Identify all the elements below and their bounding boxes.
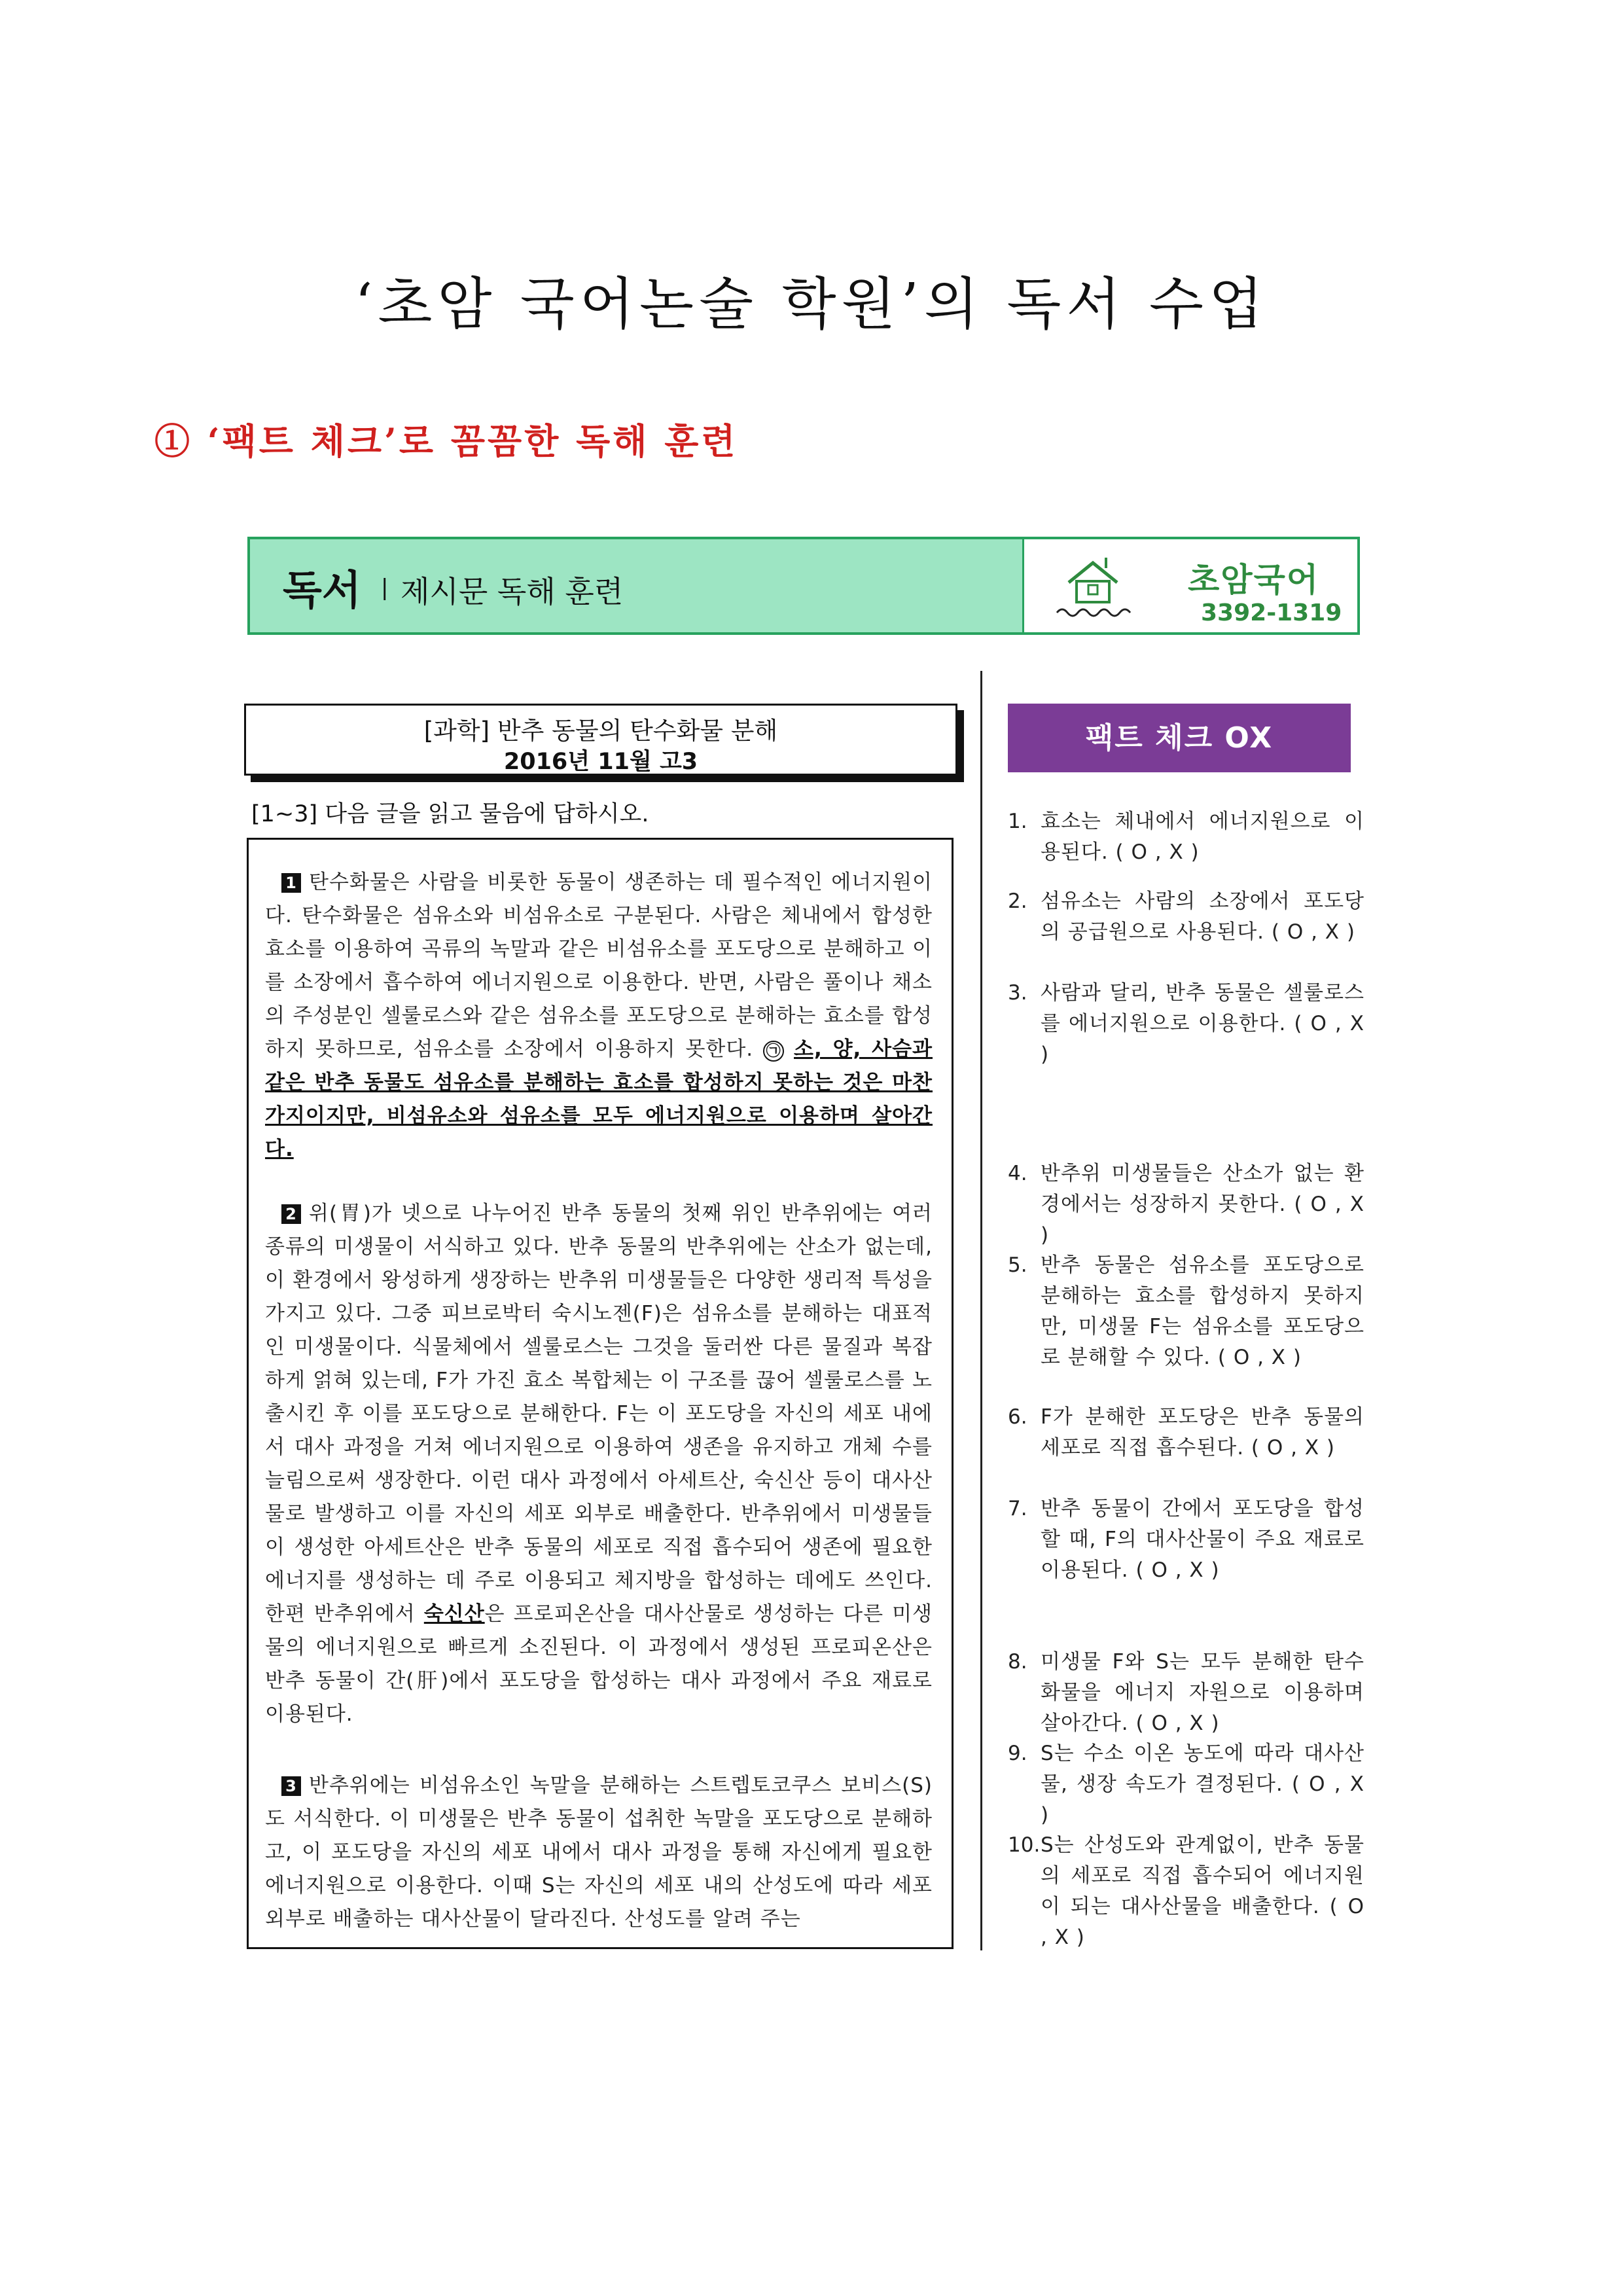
fact-check-item	[1008, 886, 1364, 948]
paragraph-text: 위(胃)가 넷으로 나누어진 반추 동물의 첫째 위인 반추위에는 여러 종류의 미생물이 서식하고 있다. 반추 동물의 반추위에는 산소가 없는데, 이 환경에서 왕성하게 생장하는 반추위 미생물들은 다양한 생리적 특성을 가지고 있다. 그중 피브로박터 숙시노젠(F)은 섬유소를 분해하는 대표적인 미생물이다. 식물체에서 셀룰로스는 그것을 둘러싼 다른 물질과 복잡하게 얽혀 있는데, F가 가진 효소 복합체는 이 구조를 끊어 셀룰로스를 노출시킨 후 이를 포도당으로 분해한다. F는 이 포도당을 자신의 세포 내에서 대사 과정을 거쳐 에너지원으로 이용하여 생존을 유지하고 개체 수를 늘림으로써 생장한다. 이런 대사 과정에서 아세트산, 숙신산 등이 대사산물로 발생하고 이를 자신의 세포 외부로 배출한다. 반추위에서 미생물들이 생성한 아세트산은 반추 동물의 세포로 직접 흡수되어 생존에 필요한 에너지를 생성하는 데 주로 이용되고 체지방을 합성하는 데에도 쓰인다. 한편 반추위에서	[265, 1202, 933, 1626]
fact-check-item	[1008, 1830, 1364, 1953]
item-number: 2.	[1008, 889, 1027, 913]
item-text: S는 수소 이온 농도에 따라 대사산물, 생장 속도가 결정된다. ( O , X )	[1041, 1742, 1364, 1827]
banner-subtitle: 제시문 독해 훈련	[401, 574, 624, 609]
document-title: ‘초암 국어논술 학원’의 독서 수업	[354, 272, 1268, 337]
worksheet-banner	[247, 537, 1360, 635]
section-heading: ① ‘팩트 체크’로 꼼꼼한 독해 훈련	[154, 420, 738, 462]
fact-check-item	[1008, 1738, 1364, 1831]
item-number: 3.	[1008, 981, 1027, 1005]
passage-box	[247, 838, 954, 1949]
underline-mark-circle: ㉠	[763, 1041, 784, 1062]
item-number: 9.	[1008, 1742, 1027, 1765]
item-number: 6.	[1008, 1405, 1027, 1429]
banner-brand-area	[1022, 539, 1357, 632]
fact-check-item	[1008, 1402, 1364, 1463]
brand-name: 초암국어	[1188, 561, 1320, 599]
item-number: 7.	[1008, 1497, 1027, 1520]
paragraph-number: 2	[281, 1204, 301, 1224]
house-logo-icon	[1044, 548, 1142, 624]
passage-title-box	[244, 704, 957, 776]
item-text: 반추 동물이 간에서 포도당을 합성할 때, F의 대사산물이 주요 재료로 이용된다. ( O , X )	[1041, 1497, 1364, 1582]
paragraph-1	[265, 866, 933, 1166]
item-text: 섬유소는 사람의 소장에서 포도당의 공급원으로 사용된다. ( O , X )	[1041, 889, 1364, 944]
emphasized-sentence: 소, 양, 사슴과 같은 반추 동물도 섬유소를 분해하는 효소를 합성하지 못하는 것은 마찬가지이지만, 비섬유소와 섬유소를 모두 에너지원으로 이용하며 살아간다.	[265, 1037, 933, 1161]
item-number: 10.	[1008, 1833, 1041, 1857]
fact-check-item	[1008, 978, 1364, 1070]
item-text: 반추 동물은 섬유소를 포도당으로 분해하는 효소를 합성하지 못하지만, 미생물 F는 섬유소를 포도당으로 분해할 수 있다. ( O , X )	[1041, 1253, 1364, 1369]
fact-check-item	[1008, 1250, 1364, 1373]
item-text: 사람과 달리, 반추 동물은 셀룰로스를 에너지원으로 이용한다. ( O , X )	[1041, 981, 1364, 1066]
paragraph-text: 반추위에는 비섬유소인 녹말을 분해하는 스트렙토코쿠스 보비스(S)도 서식한다. 이 미생물은 반추 동물이 섭취한 녹말을 포도당으로 분해하고, 이 포도당을 자신의 세포 내에서 대사 과정을 통해 자신에게 필요한 에너지원으로 이용한다. 이때 S는 자신의 세포 내의 산성도에 따라 세포 외부로 배출하는 대사산물이 달라진다. 산성도를 알려 주는	[265, 1774, 933, 1931]
fact-check-item	[1008, 1647, 1364, 1739]
passage-instruction: [1~3] 다음 글을 읽고 물음에 답하시오.	[251, 801, 649, 827]
item-text: F가 분해한 포도당은 반추 동물의 세포로 직접 흡수된다. ( O , X )	[1041, 1405, 1364, 1460]
underlined-term: 숙신산	[423, 1602, 485, 1626]
paragraph-number: 3	[281, 1776, 301, 1796]
paragraph-2	[265, 1197, 933, 1731]
banner-title-area	[250, 539, 1022, 632]
fact-check-item	[1008, 1158, 1364, 1251]
paragraph-3	[265, 1769, 933, 1936]
brand-phone: 3392-1319	[1201, 600, 1342, 626]
fact-check-item	[1008, 1494, 1364, 1586]
item-text: S는 산성도와 관계없이, 반추 동물의 세포로 직접 흡수되어 에너지원이 되는 대사산물을 배출한다. ( O , X )	[1041, 1833, 1364, 1949]
passage-source: 2016년 11월 고3	[503, 749, 698, 775]
item-number: 8.	[1008, 1650, 1027, 1674]
fact-check-header: 팩트 체크 OX	[1008, 704, 1351, 772]
banner-separator: |	[381, 575, 389, 601]
banner-main-title: 독서	[283, 566, 361, 614]
item-number: 4.	[1008, 1162, 1027, 1185]
paragraph-text-continued: 은 프로피온산을 대사산물로 생성하는 다른 미생물의 에너지원으로 빠르게 소진된다. 이 과정에서 생성된 프로피온산은 반추 동물이 간(肝)에서 포도당을 합성하는 대사 과정에서 주요 재료로 이용된다.	[265, 1602, 933, 1726]
item-number: 1.	[1008, 810, 1027, 833]
paragraph-number: 1	[281, 873, 301, 893]
item-number: 5.	[1008, 1253, 1027, 1277]
item-text: 반추위 미생물들은 산소가 없는 환경에서는 성장하지 못한다. ( O , X )	[1041, 1162, 1364, 1247]
column-divider	[980, 671, 982, 1950]
paragraph-text: 탄수화물은 사람을 비롯한 동물이 생존하는 데 필수적인 에너지원이다. 탄수화물은 섬유소와 비섬유소로 구분된다. 사람은 체내에서 합성한 효소를 이용하여 곡류의 녹말과 같은 비섬유소를 포도당으로 분해하고 이를 소장에서 흡수하여 에너지원으로 이용한다. 반면, 사람은 풀이나 채소의 주성분인 셀룰로스와 같은 섬유소를 포도당으로 분해하는 효소를 합성하지 못하므로, 섬유소를 소장에서 이용하지 못한다.	[265, 870, 933, 1061]
fact-check-item	[1008, 806, 1364, 868]
item-text: 효소는 체내에서 에너지원으로 이용된다. ( O , X )	[1041, 810, 1364, 864]
item-text: 미생물 F와 S는 모두 분해한 탄수화물을 에너지 자원으로 이용하며 살아간다. ( O , X )	[1041, 1650, 1364, 1735]
passage-title: [과학] 반추 동물의 탄수화물 분해	[423, 717, 778, 745]
